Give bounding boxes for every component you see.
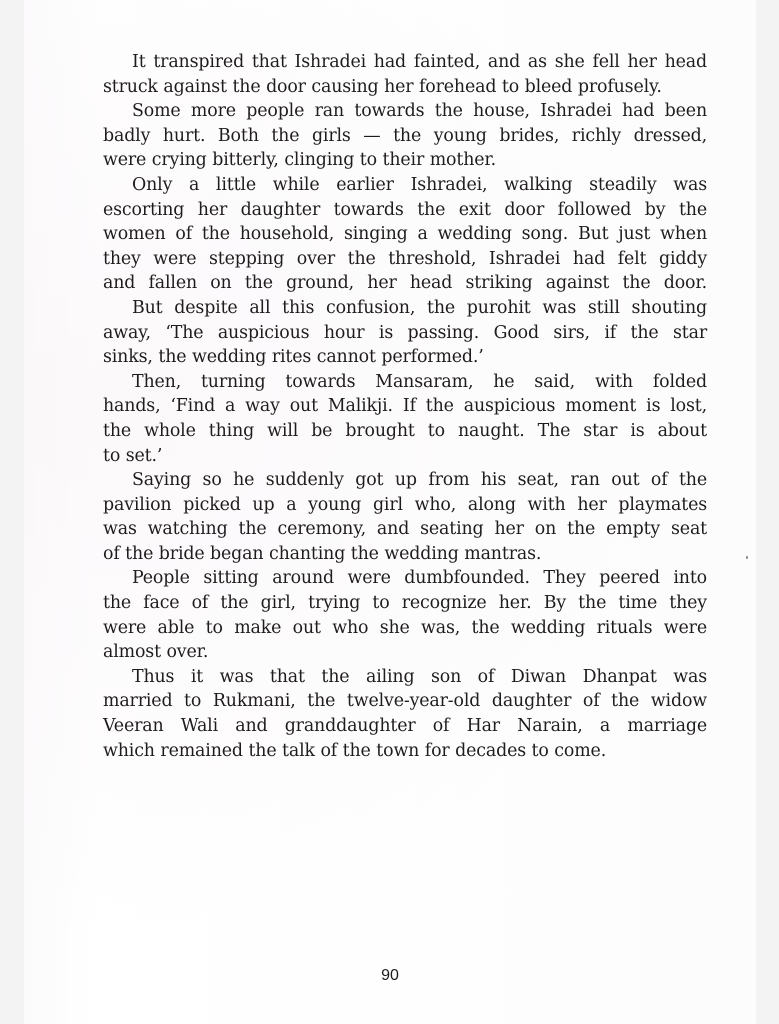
text-line: was watching the ceremony, and seating her on the empty seat [103, 519, 707, 540]
text-line: Veeran Wali and granddaughter of Har Narain, a marriage [103, 716, 707, 737]
text-line: the face of the girl, trying to recognize her. By the time they [103, 593, 707, 614]
text-line: escorting her daughter towards the exit door followed by the [103, 199, 707, 220]
text-line: to set.’ [103, 445, 163, 466]
text-line: It transpired that Ishradei had fainted, and as she fell her head [132, 52, 707, 72]
scan-speck [746, 556, 748, 559]
text-line: were crying bitterly, clinging to their mother. [103, 150, 497, 171]
text-line: pavilion picked up a young girl who, along with her playmates [103, 494, 707, 515]
text-line: and fallen on the ground, her head striking against the door. [103, 273, 707, 294]
text-line: the whole thing will be brought to naught. The star is about [103, 420, 707, 441]
text-line: women of the household, singing a wedding song. But just when [103, 224, 707, 245]
text-line: they were stepping over the threshold, Ishradei had felt giddy [103, 248, 707, 269]
text-line: were able to make out who she was, the wedding rituals were [103, 617, 707, 638]
text-line: But despite all this confusion, the purohit was still shouting [132, 297, 707, 318]
text-line: sinks, the wedding rites cannot performed.’ [103, 347, 484, 368]
page-number: 90 [381, 967, 399, 984]
text-line: Only a little while earlier Ishradei, walking steadily was [132, 174, 707, 195]
text-line: almost over. [103, 642, 209, 663]
text-line: Then, turning towards Mansaram, he said, with folded [132, 371, 707, 392]
text-line: married to Rukmani, the twelve-year-old daughter of the widow [103, 691, 707, 712]
text-line: Thus it was that the ailing son of Diwan Dhanpat was [132, 666, 707, 687]
paragraph-4 [103, 296, 707, 370]
paragraph-3 [103, 173, 707, 296]
text-line: People sitting around were dumbfounded. They peered into [132, 568, 707, 589]
text-line: struck against the door causing her forehead to bleed profusely. [103, 76, 662, 97]
text-line: Saying so he suddenly got up from his seat, ran out of the [132, 470, 707, 491]
text-line: Some more people ran towards the house, Ishradei had been [132, 101, 707, 122]
paragraph-8 [103, 665, 707, 763]
text-line: which remained the talk of the town for decades to come. [103, 740, 607, 761]
paragraph-6 [103, 468, 707, 566]
text-line: hands, ‘Find a way out Malikji. If the auspicious moment is lost, [103, 396, 707, 417]
body-text [103, 50, 707, 763]
text-line: of the bride began chanting the wedding mantras. [103, 543, 542, 564]
paragraph-1 [103, 50, 707, 99]
book-page [24, 0, 756, 1024]
text-line: badly hurt. Both the girls — the young brides, richly dressed, [103, 125, 707, 146]
text-line: away, ‘The auspicious hour is passing. Good sirs, if the star [103, 322, 707, 343]
paragraph-2 [103, 99, 707, 173]
paragraph-5 [103, 370, 707, 468]
paragraph-7 [103, 566, 707, 664]
